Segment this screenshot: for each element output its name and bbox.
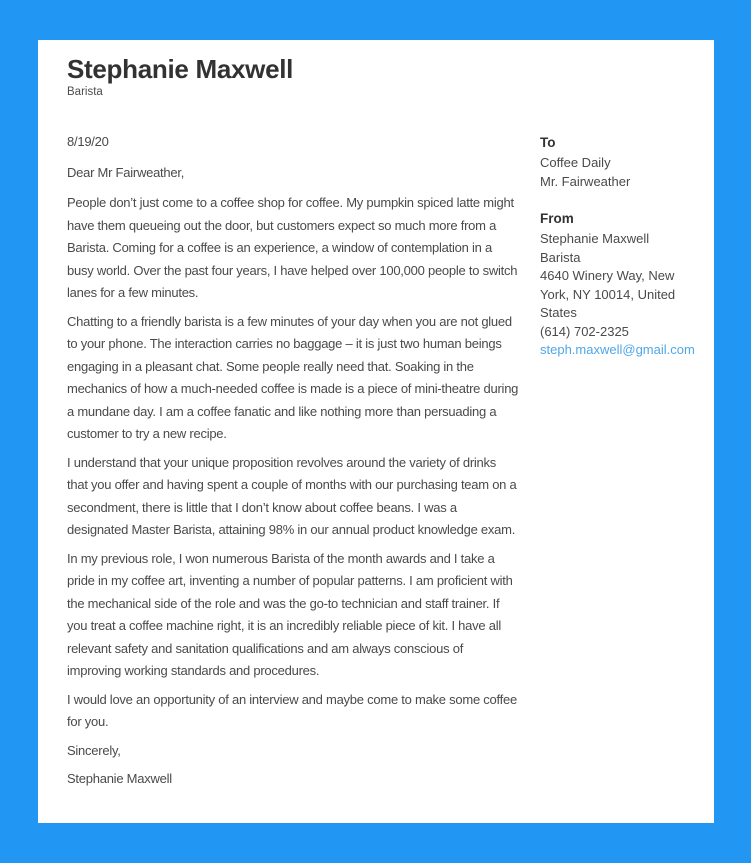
recipient-contact-name: Mr. Fairweather [540,173,631,189]
candidate-name: Stephanie Maxwell [67,54,294,84]
sender-name: Stephanie Maxwell [540,231,650,246]
sender-job-title: Barista [540,249,581,265]
letter-header [67,53,685,100]
cover-letter-page [38,40,714,823]
body-paragraph-1: People don’t just come to a coffee shop for coffee. My pumpkin spiced latte might have them queueing out the door, but customers expect so much more from a Barista. Coming for a coffee is an experience, a window of contemplation in a busy world. Over the past four years, I have helped over 100,000 people to switch lanes for a few minutes. [67,195,518,300]
body-paragraph-2: Chatting to a friendly barista is a few minutes of your day when you are not glued to your phone. The interaction carries no baggage – it is just two human beings engaging in a pleasant chat. Some people really need that. Soaking in the mechanics of how a much-needed coffee is made is a piece of mini-theatre during a mundane day. I am a coffee fanatic and like nothing more than persuading a customer to try a new recipe. [67,313,519,441]
sender-phone: (614) 702-2325 [540,323,629,339]
sender-heading: From [540,211,574,226]
contact-sidebar [540,131,695,797]
recipient-company: Coffee Daily [540,155,611,170]
body-paragraph-3: I understand that your unique proposition revolves around the variety of drinks that you offer and having spent a couple of months with our purchasing team on a secondment, there is little that I don’t know about coffee beans. I was a designated Master Barista, attaining 98% in our annual product knowledge exam. [67,454,517,537]
salutation: Dear Mr Fairweather, [67,164,185,180]
sender-section [540,207,695,360]
sender-email-link[interactable]: steph.maxwell@gmail.com [540,342,695,357]
letter-date: 8/19/20 [67,134,109,149]
body-paragraph-5: I would love an opportunity of an interview and maybe come to make some coffee for you. [67,691,517,729]
sender-address: 4640 Winery Way, New York, NY 10014, United States [540,268,676,320]
candidate-job-title: Barista [67,86,103,98]
body-paragraph-4: In my previous role, I won numerous Barista of the month awards and I take a pride in my coffee art, inventing a number of popular patterns. I am proficient with the mechanical side of the role and was the go-to technician and staff trainer. If you treat a coffee machine right, it is an incredibly reliable piece of kit. I have all relevant safety and sanitation qualifications and am always conscious of improving working standards and procedures. [67,550,513,678]
letter-content [67,131,695,797]
recipient-section [540,131,685,191]
closing-line: Sincerely, [67,742,121,758]
letter-body [67,131,520,797]
signature-name: Stephanie Maxwell [67,771,172,786]
recipient-heading: To [540,135,556,150]
